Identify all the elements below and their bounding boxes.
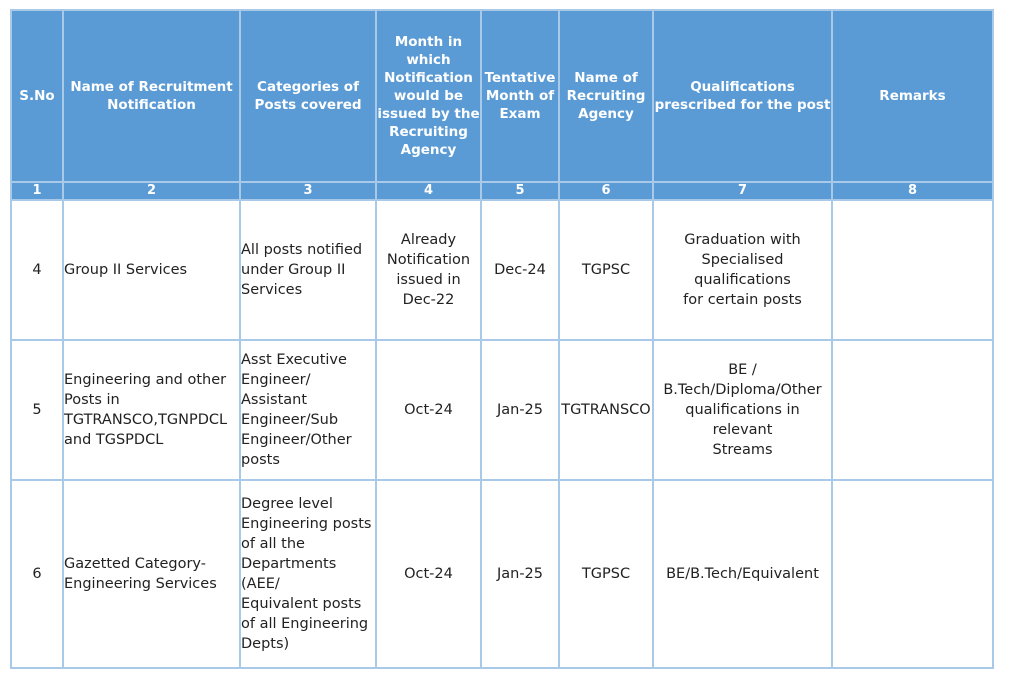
table-row [11, 340, 993, 480]
header-sno: S.No [11, 10, 63, 182]
header-notification-month: Month in which Notification would be issued by the Recruiting Agency [376, 10, 481, 182]
column-number: 6 [559, 182, 653, 200]
column-number: 5 [481, 182, 559, 200]
header-qualifications: Qualifications prescribed for the post [653, 10, 832, 182]
cell-agency: TGPSC [559, 480, 653, 668]
cell-remarks [832, 340, 993, 480]
cell-qualifications: Graduation with Specialised qualifications for certain posts [653, 200, 832, 340]
column-number: 2 [63, 182, 240, 200]
cell-exam-month: Jan-25 [481, 340, 559, 480]
cell-agency: TGTRANSCO [559, 340, 653, 480]
cell-exam-month: Dec-24 [481, 200, 559, 340]
cell-agency: TGPSC [559, 200, 653, 340]
column-number: 8 [832, 182, 993, 200]
cell-remarks [832, 200, 993, 340]
column-number: 4 [376, 182, 481, 200]
header-remarks: Remarks [832, 10, 993, 182]
cell-notification-month: Oct-24 [376, 340, 481, 480]
cell-sno: 6 [11, 480, 63, 668]
cell-recruitment-name: Gazetted Category- Engineering Services [63, 480, 240, 668]
cell-recruitment-name: Engineering and other Posts in TGTRANSCO,TGNPDCL and TGSPDCL [63, 340, 240, 480]
header-recruitment-notification: Name of Recruitment Notification [63, 10, 240, 182]
cell-notification-month: Already Notification issued in Dec-22 [376, 200, 481, 340]
cell-recruitment-name: Group II Services [63, 200, 240, 340]
cell-qualifications: BE/B.Tech/Equivalent [653, 480, 832, 668]
column-number: 1 [11, 182, 63, 200]
column-number: 7 [653, 182, 832, 200]
cell-qualifications: BE / B.Tech/Diploma/Other qualifications in relevant Streams [653, 340, 832, 480]
cell-categories: Asst Executive Engineer/ Assistant Engineer/Sub Engineer/Other posts [240, 340, 376, 480]
header-exam-month: Tentative Month of Exam [481, 10, 559, 182]
cell-categories: All posts notified under Group II Services [240, 200, 376, 340]
header-row [11, 10, 993, 182]
table-row [11, 480, 993, 668]
cell-exam-month: Jan-25 [481, 480, 559, 668]
recruitment-table [10, 9, 994, 669]
cell-notification-month: Oct-24 [376, 480, 481, 668]
table-row [11, 200, 993, 340]
cell-categories: Degree level Engineering posts of all the Departments (AEE/ Equivalent posts of all Engineering Depts) [240, 480, 376, 668]
cell-sno: 4 [11, 200, 63, 340]
column-number: 3 [240, 182, 376, 200]
cell-sno: 5 [11, 340, 63, 480]
column-number-row [11, 182, 993, 200]
cell-remarks [832, 480, 993, 668]
header-categories: Categories of Posts covered [240, 10, 376, 182]
header-agency: Name of Recruiting Agency [559, 10, 653, 182]
